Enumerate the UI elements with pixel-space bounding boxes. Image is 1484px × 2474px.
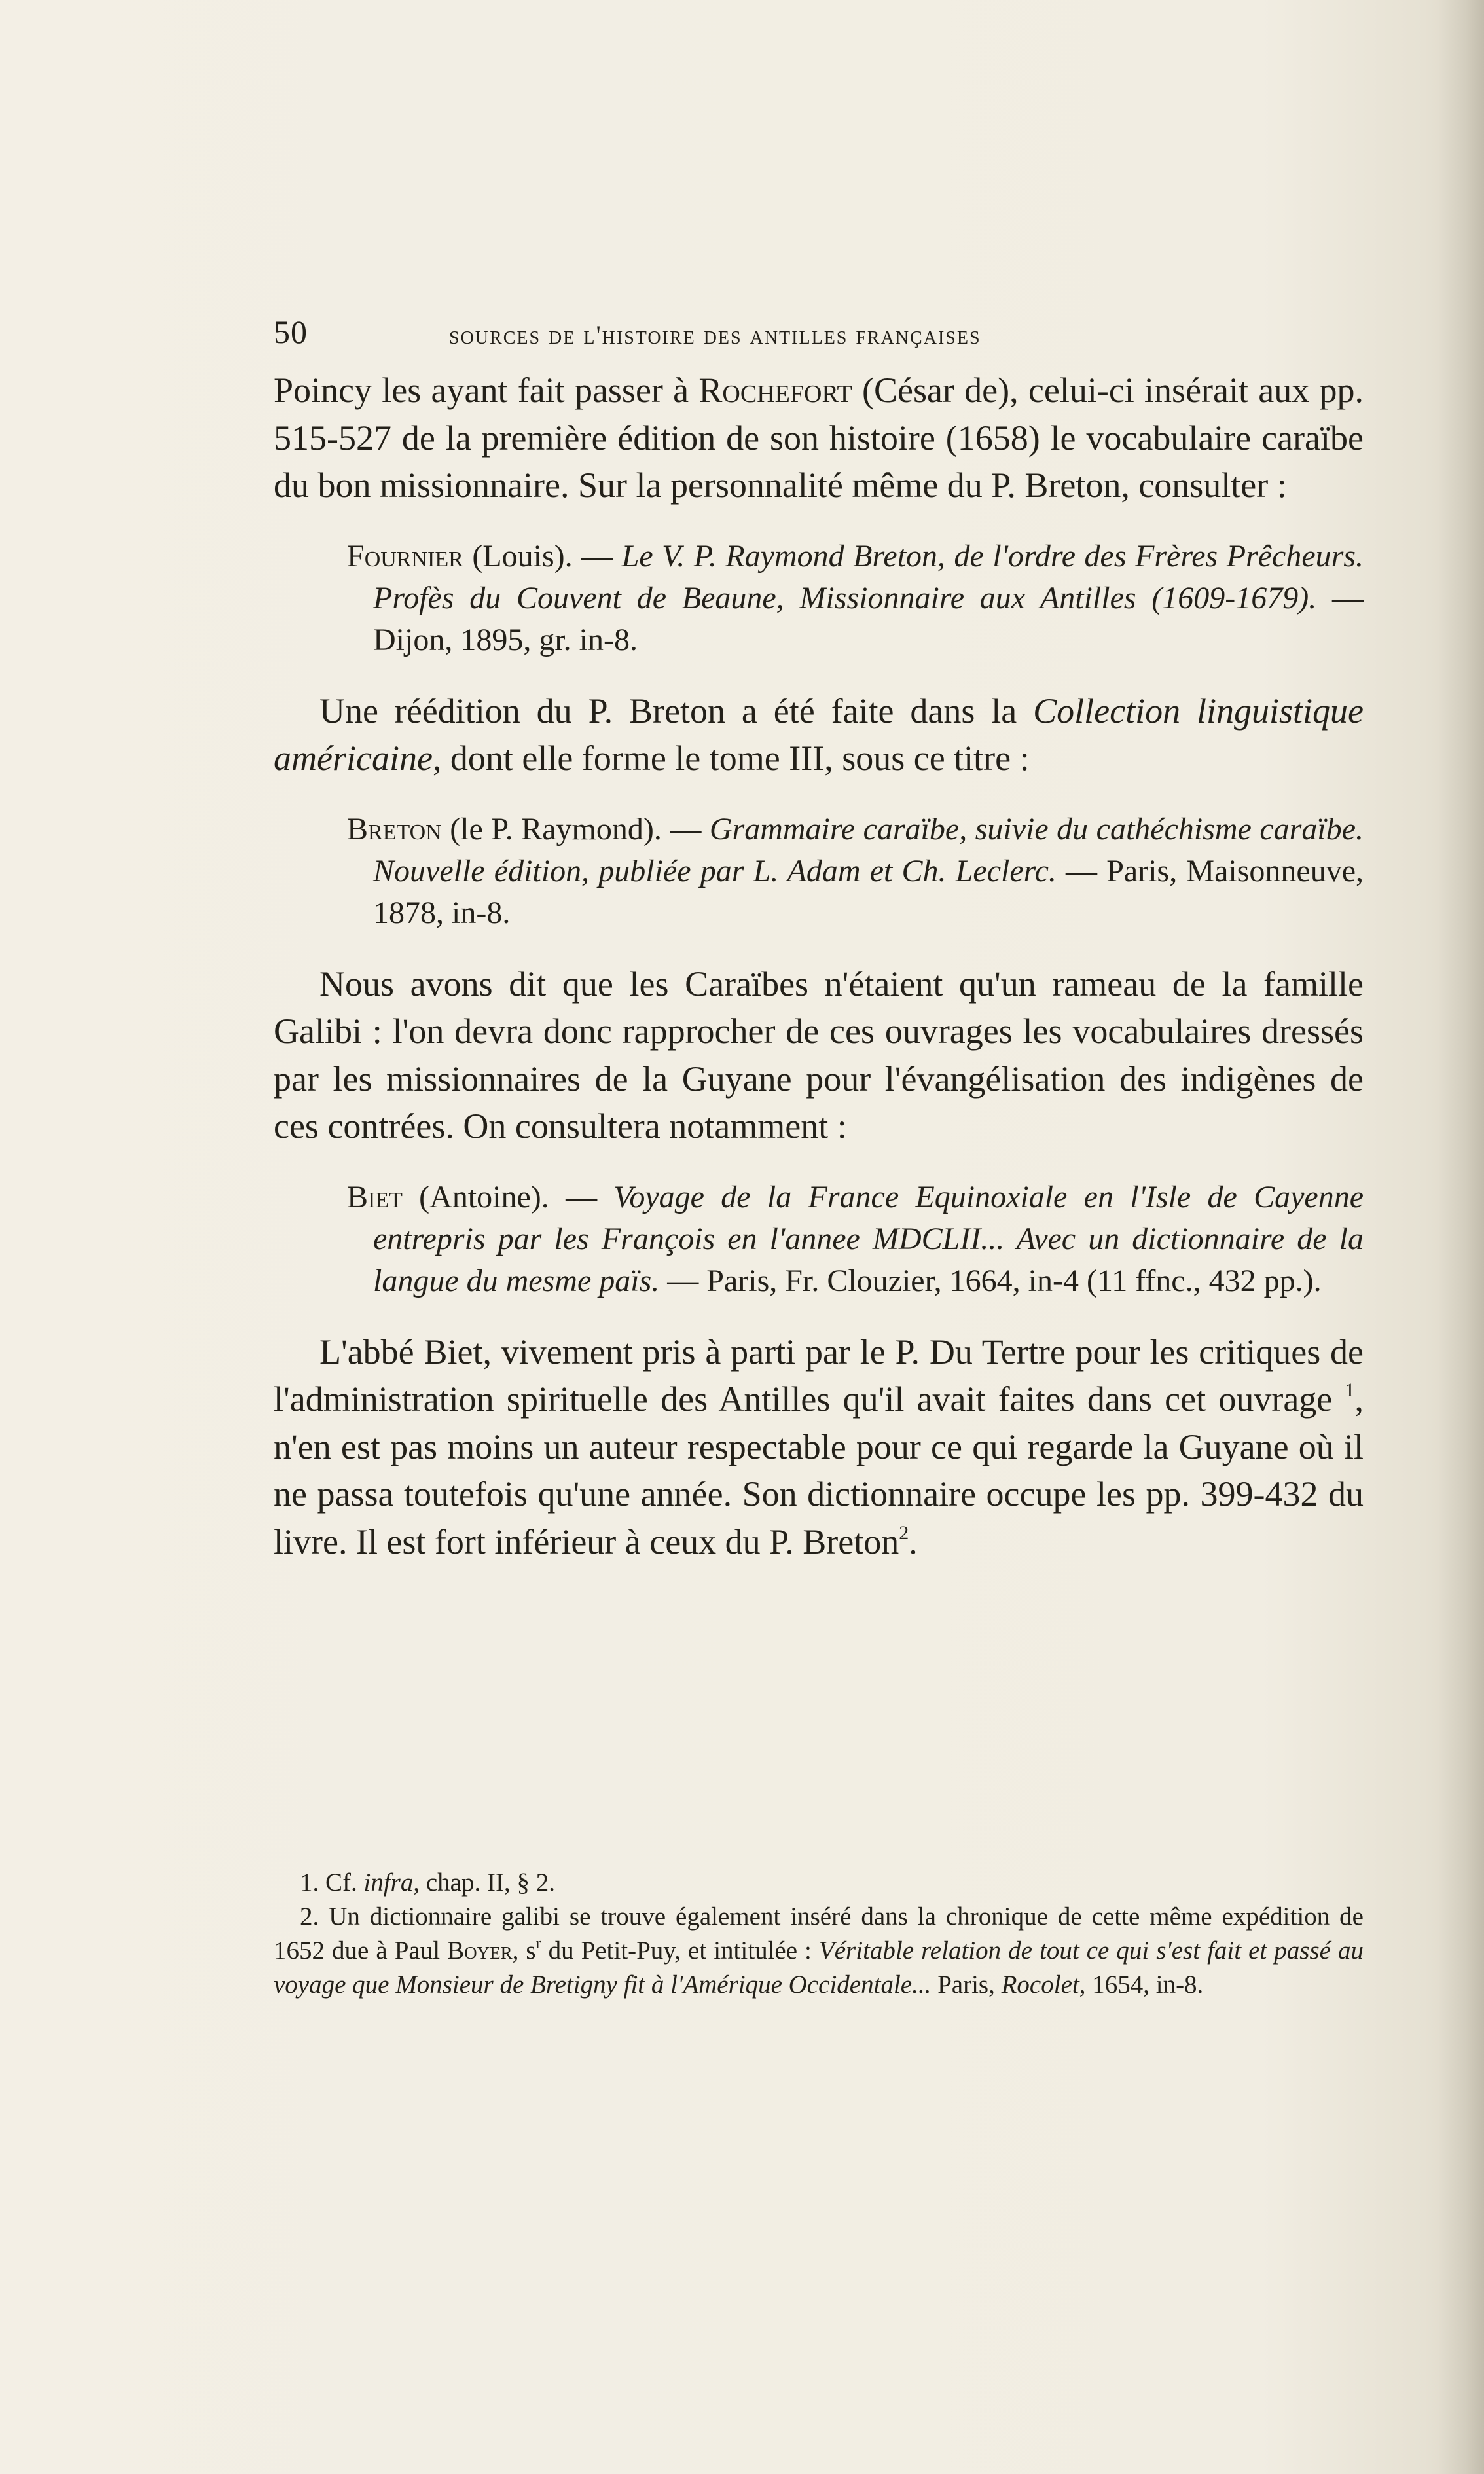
bibliographic-entry-fournier bbox=[347, 536, 1364, 661]
text-span: 1. Cf. bbox=[300, 1868, 364, 1897]
publisher-name: Rocolet bbox=[1001, 1971, 1079, 1999]
book-title: Le V. P. Raymond Breton, de l'ordre des Frères Prêcheurs. Profès du Couvent de Beaune, Missionnaire aux Antilles (1609-1679). bbox=[373, 538, 1364, 615]
text-span: Une réédition du P. Breton a été faite dans la bbox=[319, 691, 1034, 731]
text-span: , s bbox=[512, 1937, 536, 1965]
text-span: Poincy les ayant fait passer à bbox=[274, 371, 699, 410]
text-span: , chap. II, § 2. bbox=[413, 1868, 555, 1897]
text-span: L'abbé Biet, vivement pris à parti par le P. Du Tertre pour les critiques de l'administration spirituelle des Antilles qu'il avait faites dans cet ouvrage bbox=[274, 1332, 1364, 1419]
paragraph-4 bbox=[274, 1328, 1364, 1566]
paragraph-1 bbox=[274, 367, 1364, 509]
text-span: , 1654, in-8. bbox=[1079, 1971, 1204, 1999]
footnote-1 bbox=[274, 1866, 1364, 1900]
book-title: Véritable relation de tout ce qui s'est fait et passé au voyage que Monsieur de Bretigny fit à l'Amérique Occidentale... bbox=[274, 1937, 1364, 1999]
author-name: Breton bbox=[347, 811, 442, 846]
page-number: 50 bbox=[274, 314, 308, 350]
text-span: (Louis). — bbox=[463, 538, 622, 573]
text-span: , n'en est pas moins un auteur respectable pour ce qui regarde la Guyane où il ne passa toutefois qu'une année. Son dictionnaire occupe les pp. 399-432 du livre. Il est fort inférieur à ceux du P. Breton bbox=[274, 1379, 1364, 1561]
text-span: (le P. Raymond). — bbox=[441, 811, 710, 846]
collection-title: Collection linguistique américaine bbox=[274, 691, 1364, 778]
book-title: Grammaire caraïbe, suivie du cathéchisme caraïbe. Nouvelle édition, publiée par L. Adam et Ch. Leclerc. bbox=[373, 811, 1364, 888]
author-name: Biet bbox=[347, 1179, 403, 1214]
superscript: r bbox=[535, 1935, 541, 1952]
text-span: 2. Un dictionnaire galibi se trouve également inséré dans la chronique de cette même expédition de 1652 due à Paul bbox=[274, 1902, 1364, 1965]
running-title: sources de l'histoire des antilles françaises bbox=[449, 320, 981, 350]
text-span: — Paris, Maisonneuve, 1878, in-8. bbox=[373, 853, 1364, 930]
text-span: . bbox=[909, 1521, 918, 1561]
page-body bbox=[274, 367, 1364, 1565]
page-header bbox=[274, 313, 1229, 359]
text-span: Paris, bbox=[931, 1971, 1002, 1999]
text-span: , dont elle forme le tome III, sous ce titre : bbox=[432, 738, 1030, 778]
footnotes bbox=[274, 1866, 1364, 2002]
book-title: Voyage de la France Equinoxiale en l'Isle de Cayenne entrepris par les François en l'annee MDCLII... Avec un dictionnaire de la langue du mesme païs. bbox=[373, 1179, 1364, 1298]
text-span: — Paris, Fr. Clouzier, 1664, in-4 (11 ffnc., 432 pp.). bbox=[659, 1263, 1322, 1298]
footnote-2 bbox=[274, 1900, 1364, 2002]
bibliographic-entry-biet bbox=[347, 1176, 1364, 1302]
text-span: (Antoine). — bbox=[402, 1179, 614, 1214]
text-span: du Petit-Puy, et intitulée : bbox=[541, 1937, 819, 1965]
footnote-ref-1: 1 bbox=[1345, 1379, 1355, 1401]
text-span: infra bbox=[363, 1868, 414, 1897]
author-name: Rochefort bbox=[698, 371, 852, 410]
author-name: Boyer bbox=[447, 1937, 513, 1965]
paragraph-3: Nous avons dit que les Caraïbes n'étaient qu'un rameau de la famille Galibi : l'on devra donc rapprocher de ces ouvrages les vocabulaires dressés par les missionnaires de la Guyane pour l'évangélisation des indigènes de ces contrées. On consultera notamment : bbox=[274, 964, 1364, 1146]
page-spine-shadow bbox=[1438, 0, 1484, 2474]
text-span: — Dijon, 1895, gr. in-8. bbox=[373, 580, 1364, 657]
bibliographic-entry-breton bbox=[347, 809, 1364, 934]
footnote-ref-2: 2 bbox=[899, 1521, 909, 1544]
author-name: Fournier bbox=[347, 538, 463, 573]
text-span: (César de), celui-ci insérait aux pp. 515-527 de la première édition de son histoire (1658) le vocabulaire caraïbe du bon missionnaire. Sur la personnalité même du P. Breton, consulter : bbox=[274, 371, 1364, 505]
paragraph-2 bbox=[274, 687, 1364, 782]
